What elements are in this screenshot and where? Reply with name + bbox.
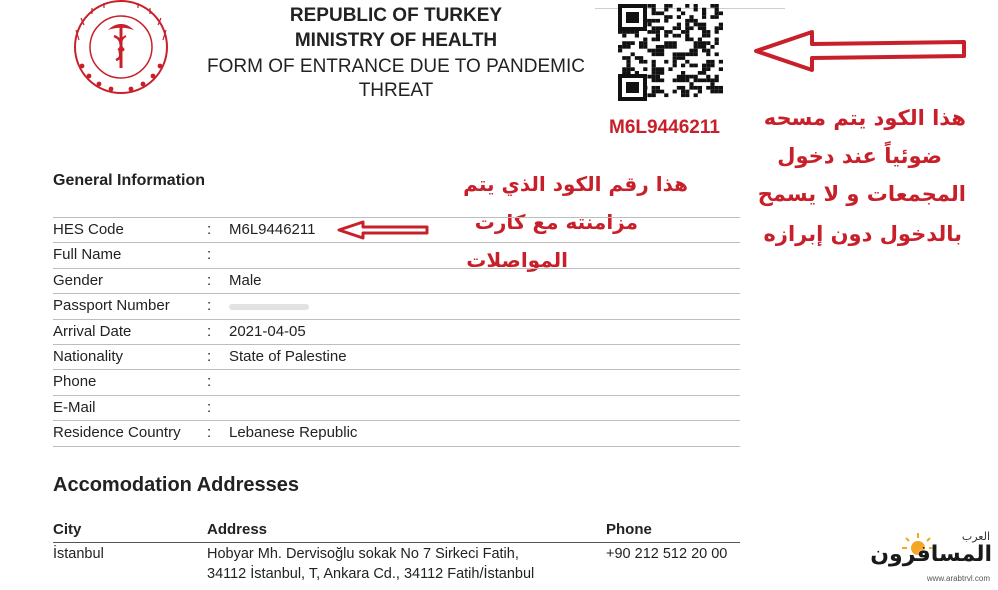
info-row-value: M6L9446211 xyxy=(229,221,316,238)
col-header-city: City xyxy=(53,521,82,538)
info-row-colon: : xyxy=(207,246,212,264)
watermark-name: المسافرون xyxy=(870,542,992,567)
info-row-value: Lebanese Republic xyxy=(229,424,358,442)
header-ministry: MINISTRY OF HEALTH xyxy=(294,30,498,51)
col-header-phone: Phone xyxy=(606,521,652,538)
info-row-colon: : xyxy=(207,424,212,442)
info-row-colon: : xyxy=(207,322,212,340)
info-row-colon: : xyxy=(207,221,212,238)
header-form-title: FORM OF ENTRANCE DUE TO PANDEMIC xyxy=(207,56,585,77)
watermark-logo xyxy=(870,530,996,588)
info-row-colon: : xyxy=(207,271,212,289)
arrow-to-hes-code-icon xyxy=(337,220,429,240)
info-row-value: State of Palestine xyxy=(229,348,347,365)
header-country: REPUBLIC OF TURKEY xyxy=(289,5,503,26)
qr-note-line-2: ضوئياً عند دخول xyxy=(777,144,942,168)
hes-note-line-2: مزامنته مع كارت xyxy=(474,210,638,234)
address-line-2: 34112 İstanbul, T, Ankara Cd., 34112 Fatih/İstanbul xyxy=(207,566,535,582)
qr-note-line-4: بالدخول دون إبرازه xyxy=(763,222,962,246)
qr-note-line-1: هذا الكود يتم مسحه xyxy=(763,106,966,130)
info-row-label: E-Mail xyxy=(53,398,96,416)
info-row xyxy=(53,395,740,421)
watermark-small-text: العرب xyxy=(961,530,990,543)
address-city: İstanbul xyxy=(53,546,104,562)
info-row-label: Residence Country xyxy=(53,424,181,442)
info-row xyxy=(53,420,740,447)
info-row-label: Arrival Date xyxy=(53,322,132,340)
qr-code-number: M6L9446211 xyxy=(609,117,720,138)
info-row-colon: : xyxy=(207,297,212,315)
general-info-title: General Information xyxy=(53,172,206,189)
info-row-label: Nationality xyxy=(53,348,124,365)
info-row xyxy=(53,268,740,294)
accommodation-title: Accomodation Addresses xyxy=(53,474,299,496)
info-row-label: Passport Number xyxy=(53,297,170,315)
info-row-label: Full Name xyxy=(53,246,122,264)
info-row xyxy=(53,344,740,370)
hes-note-line-3: المواصلات xyxy=(466,248,568,272)
info-row-value: 2021-04-05 xyxy=(229,322,306,340)
hes-note-line-1: هذا رقم الكود الذي يتم xyxy=(463,172,688,196)
info-row xyxy=(53,293,740,319)
info-row-colon: : xyxy=(207,373,212,391)
info-row-colon: : xyxy=(207,348,212,365)
info-row xyxy=(53,242,740,268)
info-row-label: Gender xyxy=(53,271,104,289)
header-form-title-cont: THREAT xyxy=(358,80,434,101)
col-header-address: Address xyxy=(207,521,268,538)
info-row-value: Male xyxy=(229,271,262,289)
qr-code-image xyxy=(618,4,728,102)
info-row xyxy=(53,319,740,345)
address-phone: +90 212 512 20 00 xyxy=(606,546,728,562)
ministry-seal-logo xyxy=(62,0,180,98)
address-line-1: Hobyar Mh. Dervisoğlu sokak No 7 Sirkeci Fatih, xyxy=(207,546,519,562)
info-row-label: Phone xyxy=(53,373,97,391)
info-row-colon: : xyxy=(207,398,212,416)
qr-note-line-3: المجمعات و لا يسمح xyxy=(757,182,966,206)
watermark-site: www.arabtrvl.com xyxy=(926,574,990,583)
info-row-label: HES Code xyxy=(53,221,124,238)
redacted-value xyxy=(229,304,309,310)
arrow-to-qr-icon xyxy=(752,28,968,74)
table-header-divider xyxy=(53,542,740,543)
info-row xyxy=(53,369,740,395)
